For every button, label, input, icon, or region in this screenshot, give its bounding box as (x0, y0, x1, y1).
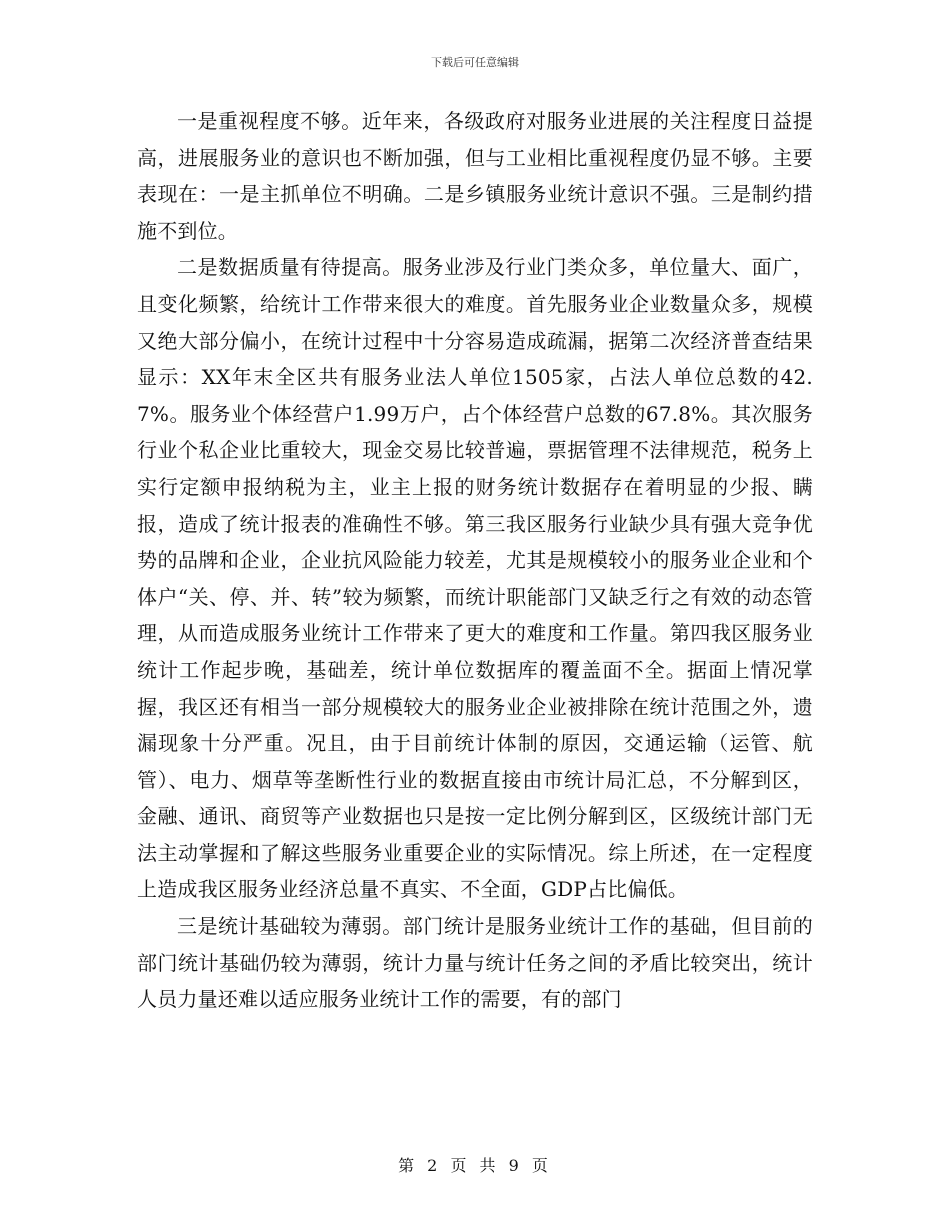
paragraph-2: 二是数据质量有待提高。服务业涉及行业门类众多，单位量大、面广，且变化频繁，给统计工作带来很大的难度。首先服务业企业数量众多，规模又绝大部分偏小，在统计过程中十分容易造成疏漏，据第二次经济普查结果显示：XX年末全区共有服务业法人单位1505家，占法人单位总数的42.7%。服务业个体经营户1.99万户，占个体经营户总数的67.8%。其次服务行业个私企业比重较大，现金交易比较普遍，票据管理不法律规范，税务上实行定额申报纳税为主，业主上报的财务统计数据存在着明显的少报、瞒报，造成了统计报表的准确性不够。第三我区服务行业缺少具有强大竞争优势的品牌和企业，企业抗风险能力较差，尤其是规模较小的服务业企业和个体户“关、停、并、转”较为频繁，而统计职能部门又缺乏行之有效的动态管理，从而造成服务业统计工作带来了更大的难度和工作量。第四我区服务业统计工作起步晚，基础差，统计单位数据库的覆盖面不全。据面上情况掌握，我区还有相当一部分规模较大的服务业企业被排除在统计范围之外，遗漏现象十分严重。况且，由于目前统计体制的原因，交通运输（运管、航管）、电力、烟草等垄断性行业的数据直接由市统计局汇总，不分解到区，金融、通讯、商贸等产业数据也只是按一定比例分解到区，区级统计部门无法主动掌握和了解这些服务业重要企业的实际情况。综上所述，在一定程度上造成我区服务业经济总量不真实、不全面，GDP占比偏低。 (137, 255, 813, 902)
page-header: 下载后可任意编辑 (431, 56, 519, 69)
document-body (137, 103, 813, 1018)
paragraph-1: 一是重视程度不够。近年来，各级政府对服务业进展的关注程度日益提高，进展服务业的意识也不断加强，但与工业相比重视程度仍显不够。主要表现在：一是主抓单位不明确。二是乡镇服务业统计意识不强。三是制约措施不到位。 (137, 109, 813, 243)
page-number-footer: 第 2 页 共 9 页 (398, 1156, 552, 1175)
paragraph-3: 三是统计基础较为薄弱。部门统计是服务业统计工作的基础，但目前的部门统计基础仍较为薄弱，统计力量与统计任务之间的矛盾比较突出，统计人员力量还难以适应服务业统计工作的需要，有的部门 (137, 914, 813, 1012)
